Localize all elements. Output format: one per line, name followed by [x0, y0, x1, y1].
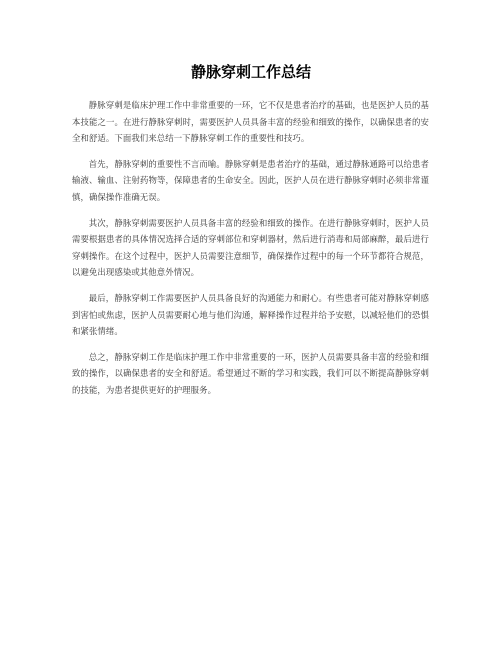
document-body	[72, 97, 429, 408]
paragraph-conclusion: 总之，静脉穿刺工作是临床护理工作中非常重要的一环，医护人员需要具备丰富的经验和细致的操作，以确保患者的安全和舒适。希望通过不断的学习和实践，我们可以不断提高静脉穿刺的技能，为患者提供更好的护理服务。	[72, 351, 429, 395]
document-title: 静脉穿刺工作总结	[190, 63, 311, 81]
paragraph-communication: 最后，静脉穿刺工作需要医护人员具备良好的沟通能力和耐心。有些患者可能对静脉穿刺感到害怕或焦虑，医护人员需要耐心地与他们沟通，解释操作过程并给予安慰，以减轻他们的恐惧和紧张情绪。	[72, 292, 429, 337]
paragraph-intro: 静脉穿刺是临床护理工作中非常重要的一环，它不仅是患者治疗的基础，也是医护人员的基本技能之一。在进行静脉穿刺时，需要医护人员具备丰富的经验和细致的操作，以确保患者的安全和舒适。下面我们来总结一下静脉穿刺工作的重要性和技巧。	[72, 100, 429, 144]
paragraph-skills: 其次，静脉穿刺需要医护人员具备丰富的经验和细致的操作。在进行静脉穿刺时，医护人员需要根据患者的具体情况选择合适的穿刺部位和穿刺器材，然后进行消毒和局部麻醉，最后进行穿刺操作。在这个过程中，医护人员需要注意细节，确保操作过程中的每一个环节都符合规范，以避免出现感染或其他意外情况。	[72, 217, 429, 278]
paragraph-importance: 首先，静脉穿刺的重要性不言而喻。静脉穿刺是患者治疗的基础，通过静脉通路可以给患者输液、输血、注射药物等，保障患者的生命安全。因此，医护人员在进行静脉穿刺时必须非常谨慎，确保操作准确无误。	[72, 158, 429, 202]
